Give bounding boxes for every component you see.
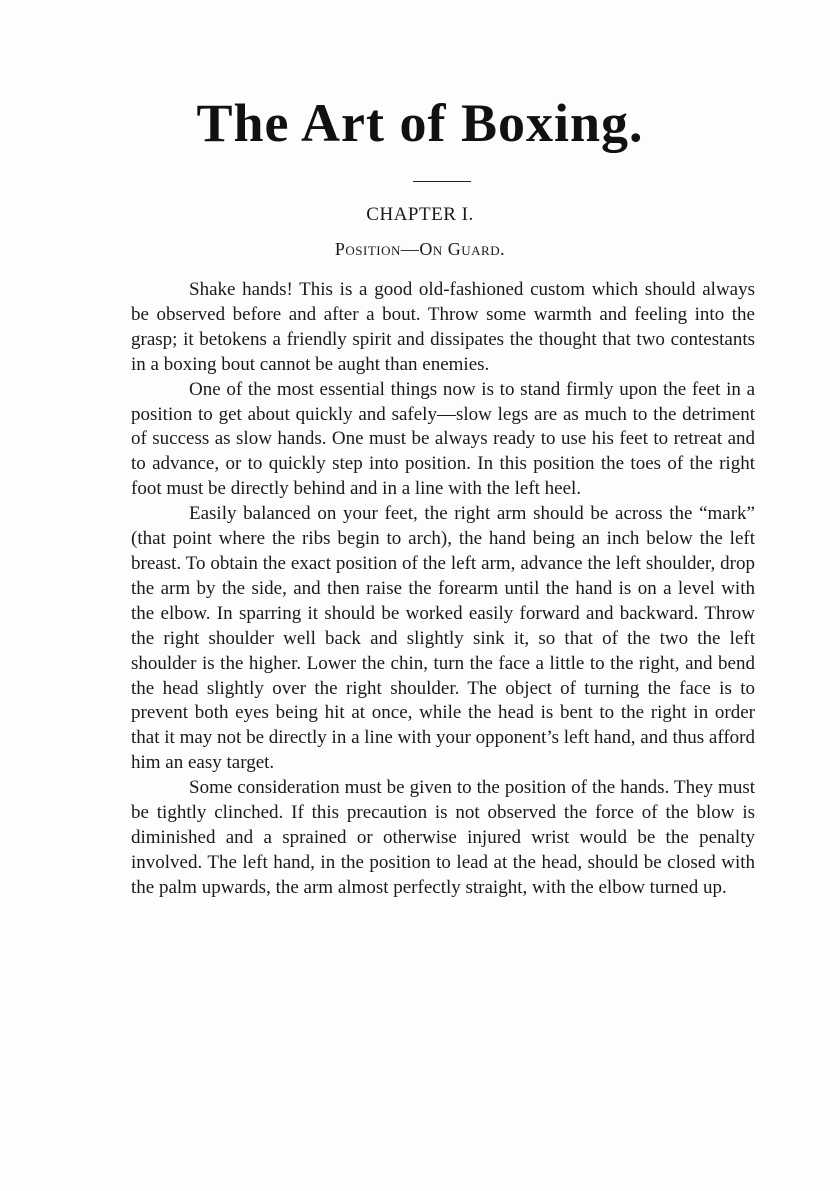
paragraph-2: One of the most essential things now is to stand firmly upon the feet in a position to get about quickly and safely—slow legs are as much to the detriment of success as slow hands. One must be always ready to use his feet to retreat and to advance, or to quickly step into position. In this position the toes of the right foot must be directly behind and in a line with the left heel. (131, 378, 755, 500)
chapter-heading: CHAPTER I. (366, 204, 474, 225)
page-title: The Art of Boxing. (196, 93, 644, 153)
title-divider (413, 181, 471, 182)
section-subheading: Position—On Guard. (334, 239, 506, 259)
paragraph-4: Some consideration must be given to the position of the hands. They must be tightly clinched. If this precaution is not observed the force of the blow is diminished and a sprained or otherwise injured wrist would be the penalty involved. The left hand, in the position to lead at the head, should be closed with the palm upwards, the arm almost perfectly straight, with the elbow turned up. (131, 777, 755, 898)
paragraph-3: Easily balanced on your feet, the right arm should be across the “mark” (that point where the ribs begin to arch), the hand being an inch below the left breast. To obtain the exact position of the left arm, advance the left shoulder, drop the arm by the side, and then raise the forearm until the hand is on a level with the elbow. In sparring it should be worked easily forward and backward. Throw the right shoulder well back and slightly sink it, so that of the two the left shoulder is the higher. Lower the chin, turn the face a little to the right, and bend the head slightly over the right shoulder. The object of turning the face is to prevent both eyes being hit at once, while the head is bent to the right in order that it may not be directly in a line with your opponent’s left hand, and thus afford him an easy target. (131, 503, 755, 774)
paragraph-1: Shake hands! This is a good old-fashioned custom which should always be observed before and after a bout. Throw some warmth and feeling into the grasp; it betokens a friendly spirit and dissipates the thought that two contestants in a boxing bout cannot be aught than enemies. (131, 279, 755, 375)
body-text (131, 278, 755, 901)
